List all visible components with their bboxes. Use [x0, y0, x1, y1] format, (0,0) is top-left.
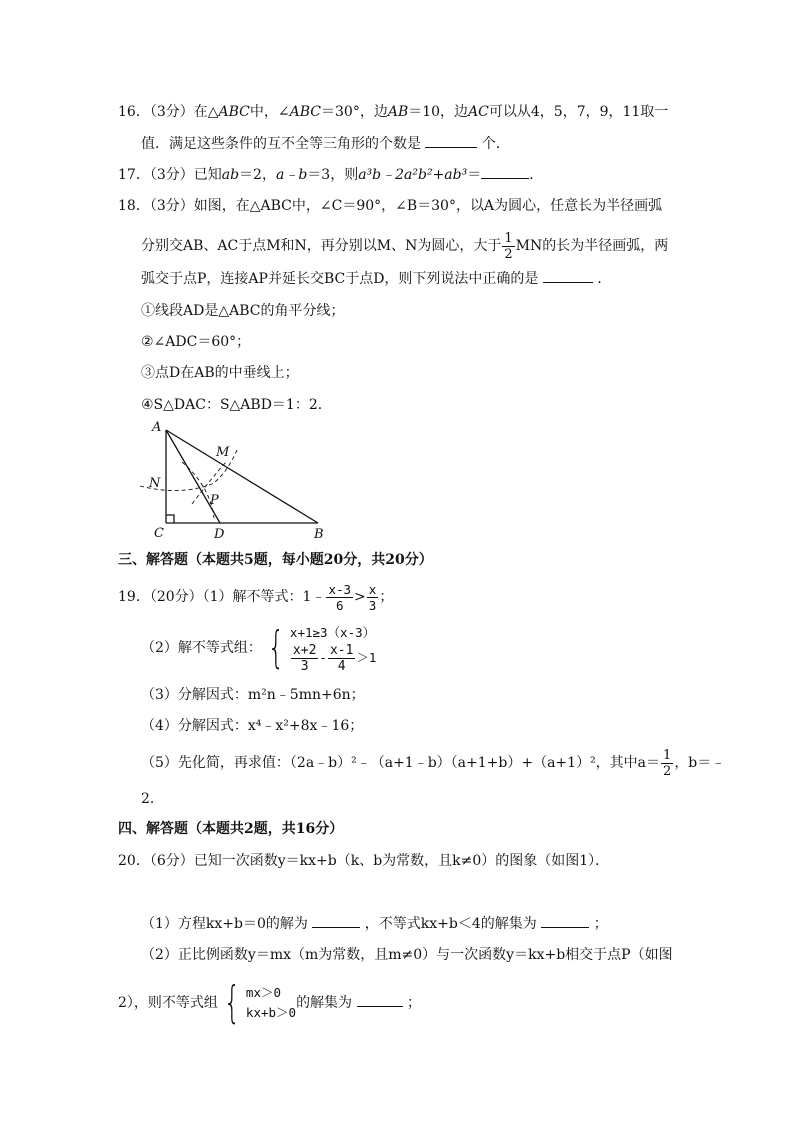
inequality-system — [290, 623, 377, 674]
side-AB — [166, 430, 318, 523]
fraction-x-over-3: $\frac{x}{3}$ — [368, 581, 377, 613]
q19-number: 19．（20分） — [118, 589, 203, 605]
q18-option-3: ③点D在AB的中垂线上； — [141, 365, 299, 381]
fraction-one-half: $\frac{1}{2}$ — [663, 747, 672, 779]
label-M: M — [216, 445, 230, 460]
system2-row-1: mx＞0 — [245, 985, 281, 1000]
q20-number: 20．（6分） — [118, 853, 194, 869]
label-B: B — [314, 527, 324, 540]
q18-option-2: ②∠ADC＝60°； — [141, 334, 251, 350]
label-C: C — [154, 526, 164, 540]
triangle-figure — [130, 420, 350, 540]
q20-blank-1[interactable] — [312, 915, 360, 928]
system-row-1: x+1≥3（x-3） — [289, 624, 376, 640]
inequality-system-2 — [246, 983, 296, 1023]
q16-answer-blank[interactable] — [425, 135, 477, 148]
system2-row-2: kx+b＞0 — [245, 1005, 297, 1020]
q19-part5: （5）先化简，再求值：（2a﹣b）²﹣（a+1﹣b）（a+1+b）+（a+1）²，其中a＝ $\frac{1}{2}$ ，b＝﹣ — [141, 747, 726, 779]
half-fraction: $\frac{1}{2}$ — [504, 230, 513, 262]
q17-number: 17．（3分） — [118, 167, 194, 183]
q20-part2-line1: （2）正比例函数y＝mx（m为常数，且m≠0）与一次函数y＝kx+b相交于点P（如图 — [141, 947, 673, 963]
q20-blank-2[interactable] — [541, 915, 589, 928]
section-3-heading: 三、解答题（本题共5题，每小题20分，共20分） — [118, 552, 433, 568]
fraction-x-3-over-6: $\frac{x-3}{6}$ — [328, 581, 352, 613]
q20-blank-3[interactable] — [357, 994, 403, 1007]
label-A: A — [152, 420, 162, 435]
q17-answer-blank[interactable] — [481, 166, 529, 179]
q17-line: 17．（3分）已知ab＝2，a﹣b＝3，则a³b﹣2a²b²+ab³＝ ． — [118, 167, 544, 183]
q18-line3: 弧交于点P，连接AP并延长交BC于点D，则下列说法中正确的是 ． — [141, 271, 612, 287]
q18-answer-blank[interactable] — [543, 270, 593, 283]
q19-part3: （3）分解因式：m²n﹣5mn+6n； — [141, 687, 365, 703]
system-brace: { — [267, 622, 285, 673]
q18-option-1: ①线段AD是△ABC的角平分线； — [141, 303, 345, 319]
q18-number: 18．（3分） — [118, 198, 194, 214]
arc-from-N — [182, 462, 214, 518]
q19-part1: 19．（20分）（1）解不等式：1﹣ $\frac{x-3}{6}$ > $\frac{x}{3}$ ； — [118, 581, 394, 613]
q19-part2: （2）解不等式组： { x+1≥3（x-3） $\frac{x+2}{3}$ - $\frac{x-1}{4}$ ＞1 — [141, 622, 377, 674]
segment-AD — [166, 430, 220, 523]
system-brace-2: { — [223, 977, 241, 1028]
right-angle-mark — [166, 515, 174, 523]
system-row-2: $\frac{x+2}{3}$ - $\frac{x-1}{4}$ ＞1 — [292, 642, 377, 674]
q19-part5-cont: 2． — [141, 791, 164, 807]
q18-line1: 18．（3分）如图，在△ABC中，∠C＝90°，∠B＝30°，以A为圆心，任意长为半径画弧 — [118, 198, 663, 214]
label-D: D — [214, 527, 225, 540]
q16-line2: 值．满足这些条件的互不全等三角形的个数是 个． — [141, 136, 510, 152]
label-P: P — [210, 493, 219, 508]
q20-part2-line2: 2），则不等式组 { mx＞0 kx+b＞0 的解集为 ； — [118, 977, 421, 1028]
q20-part1: （1）方程kx+b＝0的解为 ，不等式kx+b＜4的解集为 ； — [141, 916, 608, 932]
q16-number: 16．（3分） — [118, 104, 194, 120]
section-4-heading: 四、解答题（本题共2题，共16分） — [118, 821, 344, 837]
label-N: N — [149, 476, 161, 491]
q20-intro: 20．（6分）已知一次函数y＝kx+b（k、b为常数，且k≠0）的图象（如图1）． — [118, 853, 610, 869]
q16-line1: 16．（3分）在△ABC中，∠ABC＝30°，边AB＝10，边AC可以从4，5，7，9，11取一 — [118, 104, 669, 120]
q19-part4: （4）分解因式：x⁴﹣x²+8x﹣16； — [141, 718, 364, 734]
q18-option-4: ④S△DAC：S△ABD＝1：2． — [141, 397, 332, 413]
q18-line2: 分别交AB、AC于点M和N，再分别以M、N为圆心，大于 $\frac{1}{2}$ MN的长为半径画弧，两 — [141, 230, 669, 262]
